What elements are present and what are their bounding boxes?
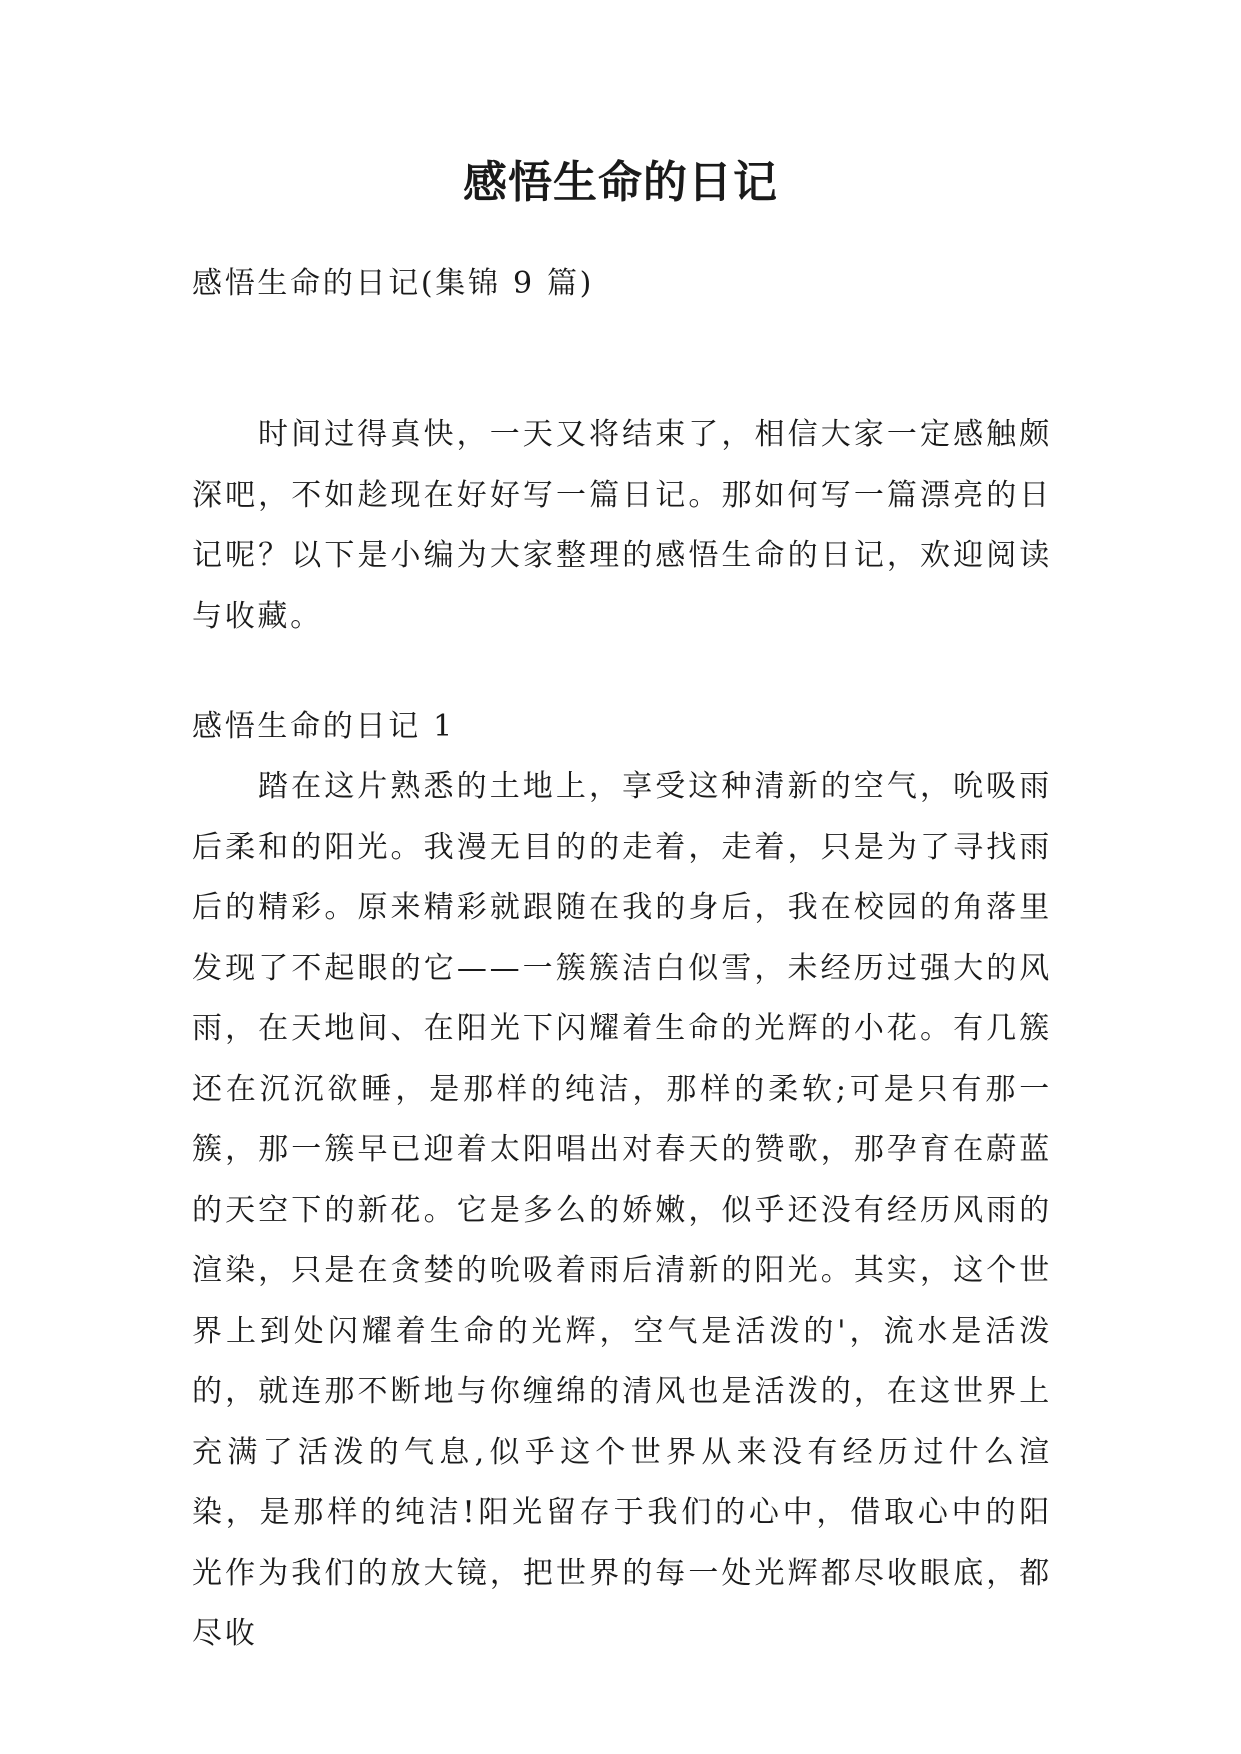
section-paragraph: 踏在这片熟悉的土地上，享受这种清新的空气，吮吸雨后柔和的阳光。我漫无目的的走着，走着，只是为了寻找雨后的精彩。原来精彩就跟随在我的身后，我在校园的角落里发现了不起眼的它——一簇簇洁白似雪，未经历过强大的风雨，在天地间、在阳光下闪耀着生命的光辉的小花。有几簇还在沉沉欲睡，是那样的纯洁，那样的柔软;可是只有那一簇，那一簇早已迎着太阳唱出对春天的赞歌，那孕育在蔚蓝的天空下的新花。它是多么的娇嫩，似乎还没有经历风雨的渲染，只是在贪婪的吮吸着雨后清新的阳光。其实，这个世界上到处闪耀着生命的光辉，空气是活泼的'，流水是活泼的，就连那不断地与你缠绵的清风也是活泼的，在这世界上充满了活泼的气息,似乎这个世界从来没有经历过什么渲染，是那样的纯洁!阳光留存于我们的心中，借取心中的阳光作为我们的放大镜，把世界的每一处光辉都尽收眼底，都尽收 (192, 769, 1052, 1651)
document-subtitle: 感悟生命的日记(集锦 9 篇) (192, 266, 595, 301)
section-heading: 感悟生命的日记 1 (192, 709, 455, 744)
intro-paragraph: 时间过得真快，一天又将结束了，相信大家一定感触颇深吧，不如趁现在好好写一篇日记。那如何写一篇漂亮的日记呢？以下是小编为大家整理的感悟生命的日记，欢迎阅读与收藏。 (192, 417, 1052, 634)
document-title: 感悟生命的日记 (463, 157, 778, 208)
